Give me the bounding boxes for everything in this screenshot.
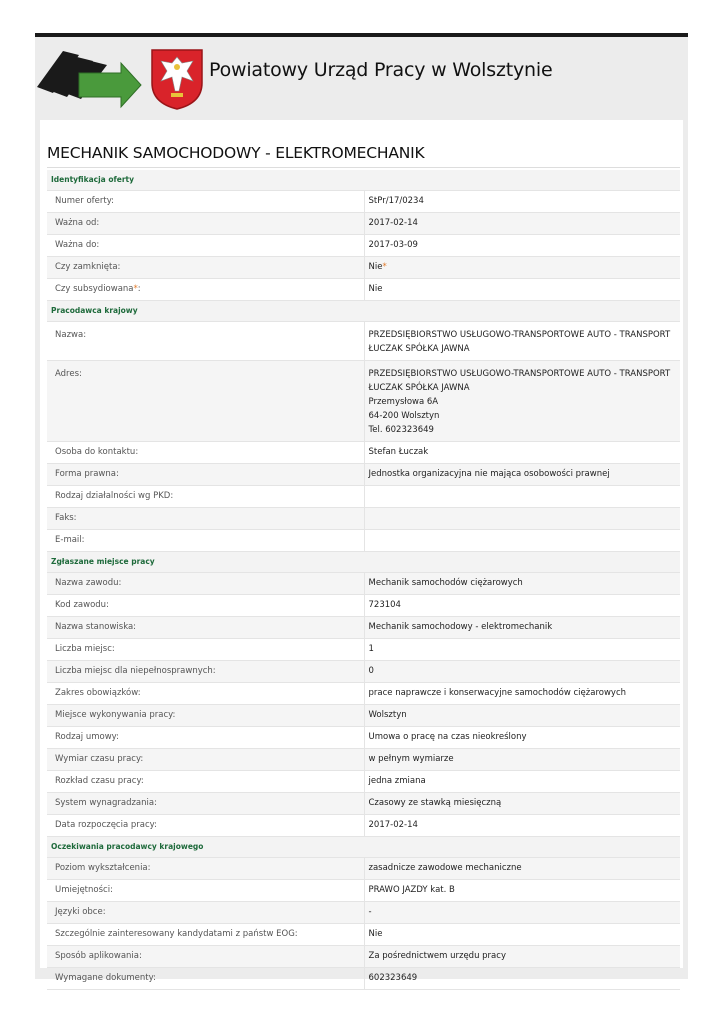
required-star: * — [382, 262, 387, 272]
start-date: 2017-02-14 — [364, 815, 680, 837]
offer-table — [47, 170, 680, 990]
table-row — [47, 902, 680, 924]
field-label: Numer oferty: — [47, 191, 364, 213]
legal-form: Jednostka organizacyjna nie mająca osobowości prawnej — [364, 464, 680, 486]
table-row — [47, 946, 680, 968]
pkd-value — [364, 486, 680, 508]
table-row — [47, 771, 680, 793]
closed-text: Nie — [368, 262, 383, 272]
table-row — [47, 213, 680, 235]
closed-value — [364, 257, 680, 279]
field-label: System wynagradzania: — [47, 793, 364, 815]
field-label: Liczba miejsc dla niepełnosprawnych: — [47, 661, 364, 683]
field-label: Adres: — [47, 361, 364, 442]
field-label: Ważna do: — [47, 235, 364, 257]
field-label: Wymiar czasu pracy: — [47, 749, 364, 771]
table-row — [47, 924, 680, 946]
field-label — [47, 279, 364, 301]
table-row — [47, 442, 680, 464]
contract-type: Umowa o pracę na czas nieokreślony — [364, 727, 680, 749]
field-label: Nazwa stanowiska: — [47, 617, 364, 639]
field-label: Liczba miejsc: — [47, 639, 364, 661]
field-label: Czy zamknięta: — [47, 257, 364, 279]
address-line: 64-200 Wolsztyn — [368, 411, 440, 421]
table-row — [47, 661, 680, 683]
eog-interest: Nie — [364, 924, 680, 946]
name-line: ŁUCZAK SPÓŁKA JAWNA — [368, 344, 470, 354]
field-label: Miejsce wykonywania pracy: — [47, 705, 364, 727]
table-row — [47, 793, 680, 815]
field-label: Języki obce: — [47, 902, 364, 924]
table-row — [47, 749, 680, 771]
table-row — [47, 322, 680, 361]
section-header-identification — [47, 170, 680, 191]
field-label: Wymagane dokumenty: — [47, 968, 364, 990]
section-title: Zgłaszane miejsce pracy — [47, 552, 680, 573]
name-line: PRZEDSIĘBIORSTWO USŁUGOWO-TRANSPORTOWE AUTO - TRANSPORT — [368, 330, 671, 340]
section-title: Identyfikacja oferty — [47, 170, 680, 191]
disabled-places-count: 0 — [364, 661, 680, 683]
arrow-logo-icon — [35, 47, 145, 115]
subsidized-value: Nie — [364, 279, 680, 301]
pay-system: Czasowy ze stawką miesięczną — [364, 793, 680, 815]
address-line: Przemysłowa 6A — [368, 397, 439, 407]
foreign-languages: - — [364, 902, 680, 924]
contact-person: Stefan Łuczak — [364, 442, 680, 464]
table-row — [47, 464, 680, 486]
duties: prace naprawcze i konserwacyjne samochodów ciężarowych — [364, 683, 680, 705]
field-label: Umiejętności: — [47, 880, 364, 902]
offer-number: StPr/17/0234 — [364, 191, 680, 213]
field-label: Data rozpoczęcia pracy: — [47, 815, 364, 837]
required-documents: 602323649 — [364, 968, 680, 990]
table-row — [47, 257, 680, 279]
field-label: Sposób aplikowania: — [47, 946, 364, 968]
section-header-workplace — [47, 552, 680, 573]
offer-sheet — [40, 120, 683, 983]
field-label: Rozkład czasu pracy: — [47, 771, 364, 793]
header — [35, 37, 688, 120]
working-hours: w pełnym wymiarze — [364, 749, 680, 771]
table-row — [47, 617, 680, 639]
table-row — [47, 815, 680, 837]
section-header-expectations — [47, 837, 680, 858]
table-row — [47, 191, 680, 213]
subsidized-label: Czy subsydiowana — [55, 284, 134, 294]
table-row — [47, 683, 680, 705]
fax-value — [364, 508, 680, 530]
field-label: E-mail: — [47, 530, 364, 552]
valid-from: 2017-02-14 — [364, 213, 680, 235]
field-label: Rodzaj umowy: — [47, 727, 364, 749]
table-row — [47, 530, 680, 552]
table-row — [47, 361, 680, 442]
title-divider — [47, 167, 680, 168]
work-location: Wolsztyn — [364, 705, 680, 727]
table-row — [47, 705, 680, 727]
field-label: Poziom wykształcenia: — [47, 858, 364, 880]
table-row — [47, 595, 680, 617]
table-row — [47, 486, 680, 508]
skills: PRAWO JAZDY kat. B — [364, 880, 680, 902]
table-row — [47, 727, 680, 749]
field-label: Forma prawna: — [47, 464, 364, 486]
section-title: Oczekiwania pracodawcy krajowego — [47, 837, 680, 858]
table-row — [47, 235, 680, 257]
application-method: Za pośrednictwem urzędu pracy — [364, 946, 680, 968]
places-count: 1 — [364, 639, 680, 661]
field-label: Ważna od: — [47, 213, 364, 235]
occupation-code: 723104 — [364, 595, 680, 617]
table-row — [47, 508, 680, 530]
office-name: Powiatowy Urząd Pracy w Wolsztynie — [209, 59, 553, 81]
field-label: Nazwa zawodu: — [47, 573, 364, 595]
occupation: Mechanik samochodów ciężarowych — [364, 573, 680, 595]
field-label: Zakres obowiązków: — [47, 683, 364, 705]
address-line: ŁUCZAK SPÓŁKA JAWNA — [368, 383, 470, 393]
field-label: Kod zawodu: — [47, 595, 364, 617]
table-row — [47, 858, 680, 880]
required-star: * — [133, 284, 138, 294]
table-row — [47, 279, 680, 301]
email-value — [364, 530, 680, 552]
field-label: Rodzaj działalności wg PKD: — [47, 486, 364, 508]
employer-name — [364, 322, 680, 361]
work-schedule: jedna zmiana — [364, 771, 680, 793]
section-header-employer — [47, 301, 680, 322]
table-row — [47, 573, 680, 595]
position-name: Mechanik samochodowy - elektromechanik — [364, 617, 680, 639]
field-label: Faks: — [47, 508, 364, 530]
field-label: Nazwa: — [47, 322, 364, 361]
field-label: Szczególnie zainteresowany kandydatami z państw EOG: — [47, 924, 364, 946]
valid-to: 2017-03-09 — [364, 235, 680, 257]
table-row — [47, 968, 680, 990]
page-frame — [35, 33, 688, 983]
address-line: PRZEDSIĘBIORSTWO USŁUGOWO-TRANSPORTOWE AUTO - TRANSPORT — [368, 369, 671, 379]
crest-icon — [149, 47, 205, 111]
job-title: MECHANIK SAMOCHODOWY - ELEKTROMECHANIK — [47, 144, 425, 162]
address-line: Tel. 602323649 — [368, 425, 434, 435]
table-row — [47, 639, 680, 661]
field-label: Osoba do kontaktu: — [47, 442, 364, 464]
education-level: zasadnicze zawodowe mechaniczne — [364, 858, 680, 880]
label-colon: : — [137, 284, 141, 294]
employer-address — [364, 361, 680, 442]
table-row — [47, 880, 680, 902]
section-title: Pracodawca krajowy — [47, 301, 680, 322]
